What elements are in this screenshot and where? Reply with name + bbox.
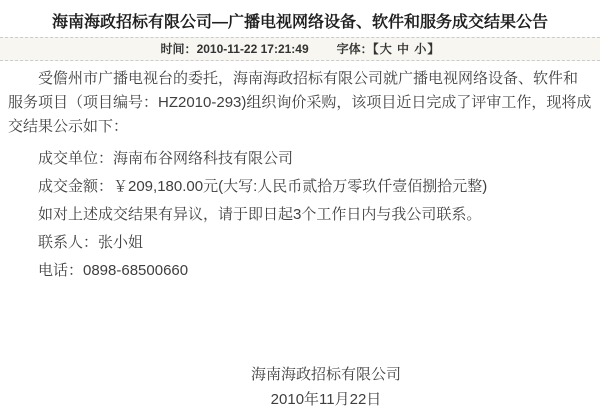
font-size-label: 字体： [336,42,373,56]
objection-notice-line: 如对上述成交结果有异议，请于即日起3个工作日内与我公司联系。 [38,206,482,223]
signature-company: 海南海政招标有限公司 [250,366,401,383]
font-size-medium-button[interactable]: 中 [397,42,410,56]
time-value: 2010-11-22 17:21:49 [196,42,309,56]
page-title: 海南海政招标有限公司—广播电视网络设备、软件和服务成交结果公告 [51,14,548,31]
signature-date: 2010年11月22日 [270,391,382,408]
meta-bar [0,37,600,61]
deal-amount-line: 成交金额：￥209,180.00元(大写:人民币贰拾万零玖仟壹佰捌拾元整) [38,178,488,195]
font-bracket-close: 】 [427,42,440,56]
winning-bidder-line: 成交单位：海南布谷网络科技有限公司 [38,150,294,167]
font-bracket-open: 【 [372,42,379,56]
announcement-body [0,61,600,285]
contact-person-line: 联系人：张小姐 [38,234,144,251]
signature-block [0,362,600,412]
font-size-large-button[interactable]: 大 [379,42,392,56]
time-label: 时间： [160,42,197,56]
phone-line: 电话：0898-68500660 [38,262,189,279]
intro-paragraph: 受儋州市广播电视台的委托，海南海政招标有限公司就广播电视网络设备、软件和服务项目（项目编号：HZ2010-293)组织询价采购，该项目近日完成了评审工作，现将成交结果公示如下： [8,70,592,135]
font-size-small-button[interactable]: 小 [414,42,427,56]
